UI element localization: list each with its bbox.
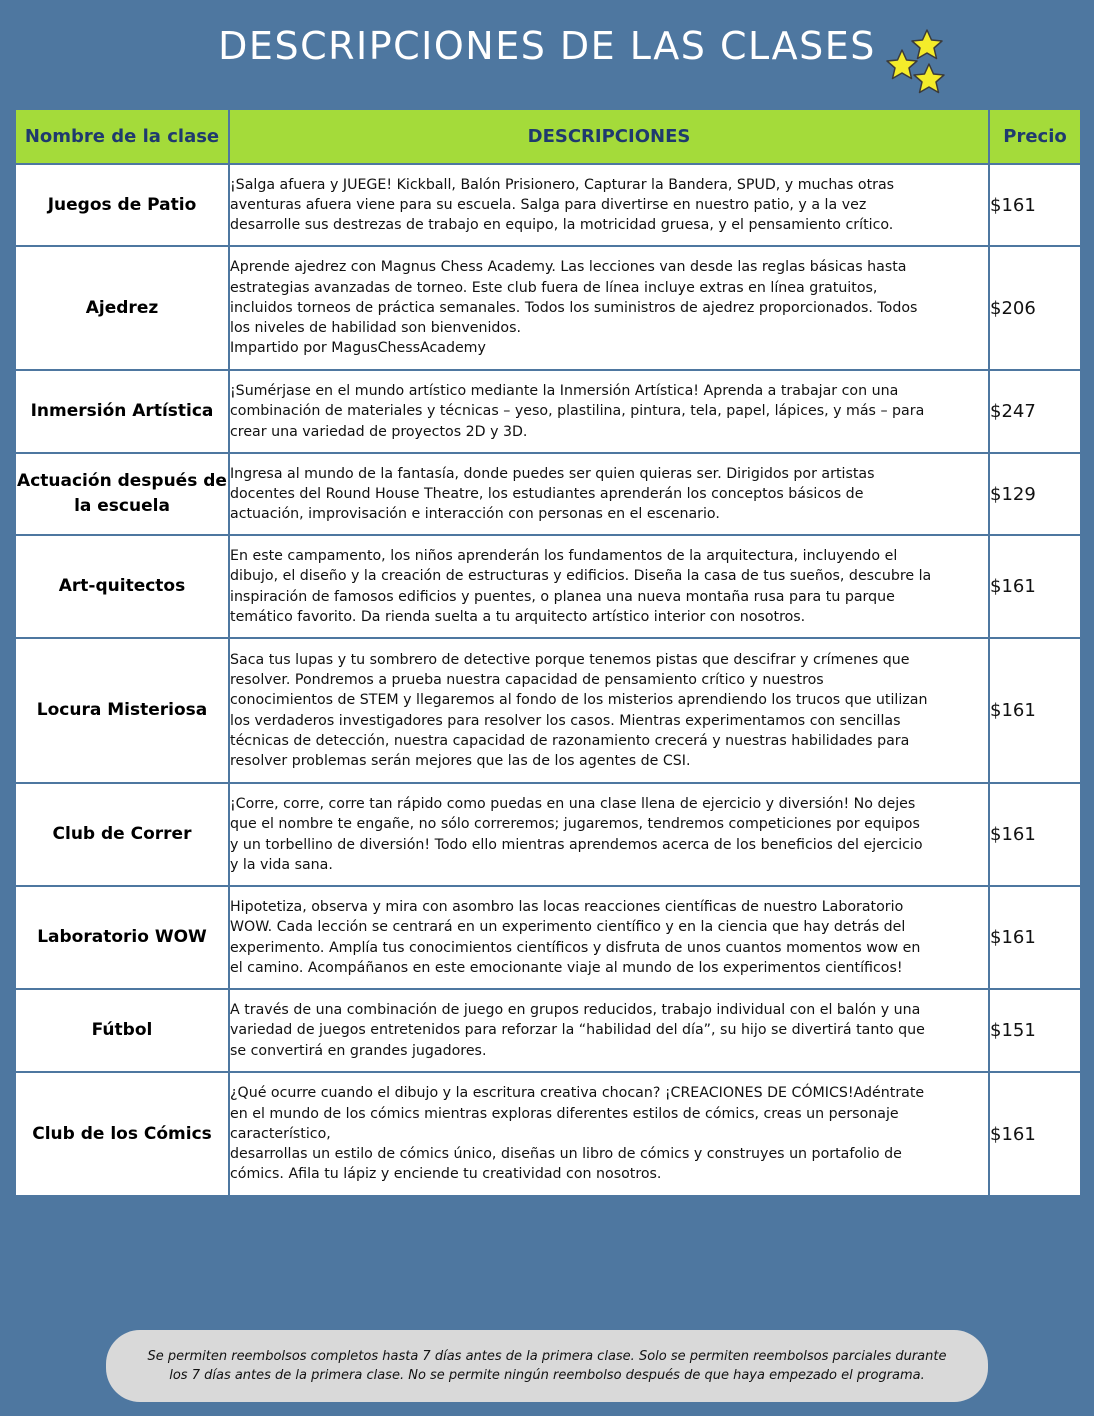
description-line: resolver problemas serán mejores que las de los agentes de CSI. bbox=[230, 752, 691, 769]
stars-icon bbox=[880, 24, 950, 104]
class-description bbox=[229, 164, 989, 246]
class-name: Club de Correr bbox=[15, 783, 229, 886]
table-row bbox=[15, 989, 1081, 1072]
class-price: $161 bbox=[989, 1072, 1081, 1196]
class-price: $161 bbox=[989, 638, 1081, 783]
description-line: en el mundo de los cómics mientras exploras diferentes estilos de cómics, creas un personaje bbox=[230, 1105, 899, 1122]
description-line: cómics. Afila tu lápiz y enciende tu creatividad con nosotros. bbox=[230, 1166, 662, 1183]
table-header-row bbox=[15, 109, 1081, 164]
class-description bbox=[229, 246, 989, 370]
description-line: y un torbellino de diversión! Todo ello mientras aprendemos acerca de los beneficios del ejercicio bbox=[230, 836, 923, 853]
class-price: $206 bbox=[989, 246, 1081, 370]
description-line: y la vida sana. bbox=[230, 856, 333, 873]
class-price: $161 bbox=[989, 783, 1081, 886]
description-line: que el nombre te engañe, no sólo correremos; jugaremos, tendremos competiciones por equipos bbox=[230, 816, 920, 833]
table-row bbox=[15, 886, 1081, 989]
description-line: resolver. Pondremos a prueba nuestra capacidad de pensamiento crítico y nuestros bbox=[230, 672, 824, 689]
class-price: $129 bbox=[989, 453, 1081, 535]
description-line: característico, bbox=[230, 1125, 331, 1142]
description-line: el camino. Acompáñanos en este emocionante viaje al mundo de los experimentos científicos! bbox=[230, 959, 903, 976]
class-description bbox=[229, 1072, 989, 1196]
refund-policy-text: Se permiten reembolsos completos hasta 7 días antes de la primera clase. Solo se permiten reembolsos parciales durante los 7 días antes de la primera clase. No se permite ningún reembolso después de que haya empezado el programa. bbox=[147, 1349, 947, 1383]
class-description bbox=[229, 370, 989, 453]
table-row bbox=[15, 164, 1081, 246]
class-description bbox=[229, 638, 989, 783]
class-price: $247 bbox=[989, 370, 1081, 453]
description-line: técnicas de detección, nuestra capacidad de razonamiento crecerá y nuestras habilidades para bbox=[230, 732, 910, 749]
class-name: Ajedrez bbox=[15, 246, 229, 370]
class-description bbox=[229, 783, 989, 886]
description-line: A través de una combinación de juego en grupos reducidos, trabajo individual con el balón y una bbox=[230, 1002, 921, 1019]
refund-policy-note bbox=[106, 1330, 988, 1402]
table-row bbox=[15, 246, 1081, 370]
table-row bbox=[15, 1072, 1081, 1196]
description-line: experimento. Amplía tus conocimientos científicos y disfruta de unos cuantos momentos wow en bbox=[230, 939, 921, 956]
class-price: $151 bbox=[989, 989, 1081, 1072]
class-name: Laboratorio WOW bbox=[15, 886, 229, 989]
description-line: aventuras afuera viene para su escuela. Salga para divertirse en nuestro patio, y a la vez bbox=[230, 196, 867, 213]
description-line: variedad de juegos entretenidos para reforzar la “habilidad del día”, su hijo se divertirá tanto que bbox=[230, 1022, 925, 1039]
class-name: Actuación después de la escuela bbox=[15, 453, 229, 535]
header-class-name: Nombre de la clase bbox=[15, 109, 229, 164]
class-name: Juegos de Patio bbox=[15, 164, 229, 246]
classes-table bbox=[14, 108, 1082, 1197]
description-line: combinación de materiales y técnicas – yeso, plastilina, pintura, tela, papel, lápices, y más – para bbox=[230, 403, 925, 420]
page-title: DESCRIPCIONES DE LAS CLASES bbox=[218, 24, 876, 68]
description-line: inspiración de famosos edificios y puentes, o planea una nueva montaña rusa para tu parque bbox=[230, 588, 895, 605]
description-line: Hipotetiza, observa y mira con asombro las locas reacciones científicas de nuestro Laboratorio bbox=[230, 899, 904, 916]
description-line: Ingresa al mundo de la fantasía, donde puedes ser quien quieras ser. Dirigidos por artistas bbox=[230, 465, 875, 482]
table-row bbox=[15, 638, 1081, 783]
description-line: los verdaderos investigadores para resolver los casos. Mientras experimentamos con sencillas bbox=[230, 712, 901, 729]
class-name: Inmersión Artística bbox=[15, 370, 229, 453]
class-description bbox=[229, 886, 989, 989]
description-line: ¡Salga afuera y JUEGE! Kickball, Balón Prisionero, Capturar la Bandera, SPUD, y muchas otras bbox=[230, 176, 895, 193]
description-line: se convertirá en grandes jugadores. bbox=[230, 1042, 487, 1059]
description-line: desarrolle sus destrezas de trabajo en equipo, la motricidad gruesa, y el pensamiento crítico. bbox=[230, 217, 894, 234]
table-row bbox=[15, 535, 1081, 638]
class-name: Locura Misteriosa bbox=[15, 638, 229, 783]
description-line: conocimientos de STEM y llegaremos al fondo de los misterios aprendiendo los trucos que utilizan bbox=[230, 692, 928, 709]
description-line: Aprende ajedrez con Magnus Chess Academy. Las lecciones van desde las reglas básicas hasta bbox=[230, 259, 907, 276]
class-name: Fútbol bbox=[15, 989, 229, 1072]
description-line: incluidos torneos de práctica semanales. Todos los suministros de ajedrez proporcionados. Todos bbox=[230, 299, 918, 316]
class-description bbox=[229, 453, 989, 535]
table-row bbox=[15, 370, 1081, 453]
class-name: Club de los Cómics bbox=[15, 1072, 229, 1196]
class-price: $161 bbox=[989, 535, 1081, 638]
description-line: Impartido por MagusChessAcademy bbox=[230, 340, 486, 357]
table-row bbox=[15, 783, 1081, 886]
description-line: temático favorito. Da rienda suelta a tu arquitecto artístico interior con nosotros. bbox=[230, 608, 806, 625]
description-line: ¡Corre, corre, corre tan rápido como puedas en una clase llena de ejercicio y diversión! No dejes bbox=[230, 796, 916, 813]
class-description bbox=[229, 989, 989, 1072]
description-line: WOW. Cada lección se centrará en un experimento científico y en la ciencia que hay detrás del bbox=[230, 919, 906, 936]
class-name: Art-quitectos bbox=[15, 535, 229, 638]
table-row bbox=[15, 453, 1081, 535]
description-line: dibujo, el diseño y la creación de estructuras y edificios. Diseña la casa de tus sueños, descubre la bbox=[230, 568, 932, 585]
class-description bbox=[229, 535, 989, 638]
description-line: desarrollas un estilo de cómics único, diseñas un libro de cómics y construyes un portafolio de bbox=[230, 1146, 902, 1163]
description-line: docentes del Round House Theatre, los estudiantes aprenderán los conceptos básicos de bbox=[230, 485, 864, 502]
description-line: Saca tus lupas y tu sombrero de detective porque tenemos pistas que descifrar y crímenes que bbox=[230, 651, 910, 668]
class-price: $161 bbox=[989, 164, 1081, 246]
description-line: crear una variedad de proyectos 2D y 3D. bbox=[230, 423, 528, 440]
header-price: Precio bbox=[989, 109, 1081, 164]
description-line: ¿Qué ocurre cuando el dibujo y la escritura creativa chocan? ¡CREACIONES DE CÓMICS!Adéntrate bbox=[230, 1085, 925, 1102]
description-line: actuación, improvisación e interacción con personas en el escenario. bbox=[230, 506, 720, 523]
description-line: ¡Sumérjase en el mundo artístico mediante la Inmersión Artística! Aprenda a trabajar con una bbox=[230, 383, 899, 400]
description-line: En este campamento, los niños aprenderán los fundamentos de la arquitectura, incluyendo el bbox=[230, 548, 898, 565]
description-line: estrategias avanzadas de torneo. Este club fuera de línea incluye extras en línea gratuitos, bbox=[230, 279, 878, 296]
header-descriptions: DESCRIPCIONES bbox=[229, 109, 989, 164]
description-line: los niveles de habilidad son bienvenidos. bbox=[230, 320, 522, 337]
class-price: $161 bbox=[989, 886, 1081, 989]
